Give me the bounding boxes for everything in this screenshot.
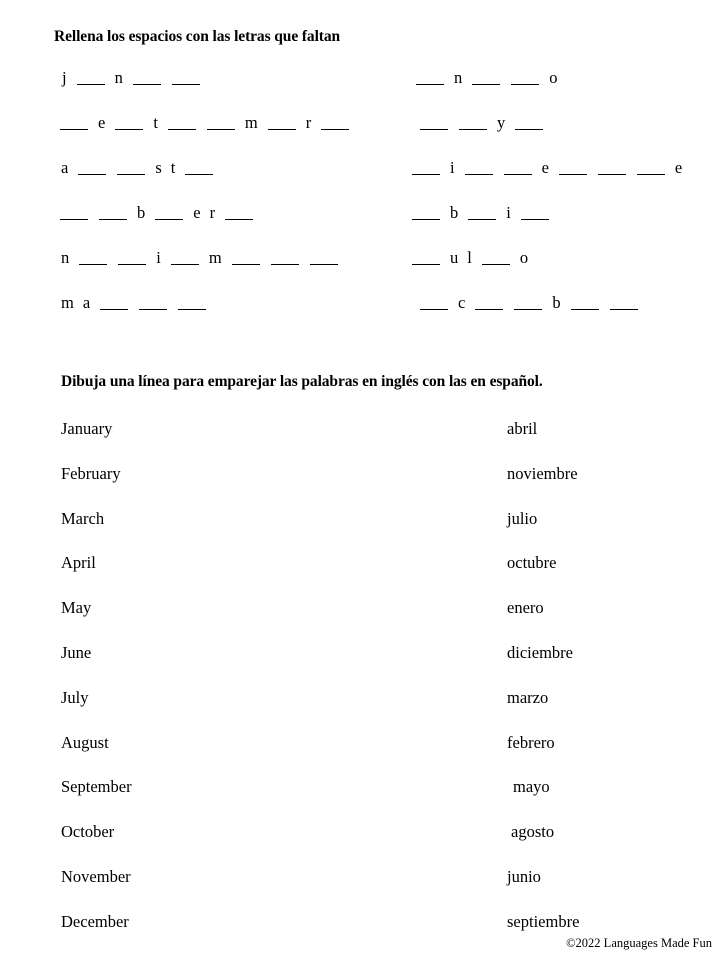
given-letter: i [450, 158, 455, 177]
matching-item-english[interactable]: November [61, 867, 131, 886]
answer-blank[interactable] [412, 264, 440, 265]
answer-blank[interactable] [420, 309, 448, 310]
answer-blank[interactable] [310, 264, 338, 265]
fill-blank-row[interactable] [418, 113, 545, 133]
answer-blank[interactable] [511, 84, 539, 85]
fill-blank-row[interactable] [60, 248, 340, 268]
matching-item-english[interactable]: July [61, 687, 89, 707]
answer-blank[interactable] [118, 264, 146, 265]
answer-blank[interactable] [321, 129, 349, 130]
fill-blank-row[interactable] [60, 158, 215, 178]
matching-item-english[interactable]: December [61, 911, 129, 931]
matching-item-spanish[interactable]: noviembre [507, 463, 578, 483]
given-letter: r [305, 113, 312, 132]
answer-blank[interactable] [133, 84, 161, 85]
given-letter: m [244, 113, 258, 132]
answer-blank[interactable] [610, 309, 638, 310]
matching-item-spanish[interactable]: diciembre [507, 643, 573, 662]
fill-blank-row[interactable] [418, 293, 640, 313]
answer-blank[interactable] [60, 129, 88, 130]
given-letter: n [454, 68, 463, 87]
fill-blank-row[interactable] [410, 158, 683, 178]
answer-blank[interactable] [271, 264, 299, 265]
given-letter: r [209, 203, 216, 222]
given-letter: e [674, 158, 683, 177]
given-letter: c [458, 293, 466, 312]
given-letter: i [156, 248, 161, 267]
answer-blank[interactable] [482, 264, 510, 265]
matching-item-spanish[interactable]: mayo [513, 777, 550, 797]
matching-item-english[interactable]: April [61, 553, 96, 573]
answer-blank[interactable] [79, 264, 107, 265]
given-letter: e [98, 113, 106, 132]
answer-blank[interactable] [77, 84, 105, 85]
copyright-footer: ©2022 Languages Made Fun [566, 936, 712, 950]
answer-blank[interactable] [472, 84, 500, 85]
given-letter: t [170, 158, 176, 177]
matching-item-english[interactable]: May [61, 598, 92, 618]
matching-item-spanish[interactable]: abril [507, 419, 538, 438]
matching-item-english[interactable]: August [61, 732, 109, 752]
matching-item-spanish[interactable]: junio [507, 867, 541, 886]
fill-blank-row[interactable] [61, 68, 202, 88]
fill-blank-row[interactable] [410, 203, 551, 223]
answer-blank[interactable] [225, 219, 253, 220]
answer-blank[interactable] [99, 219, 127, 220]
given-letter: n [61, 248, 70, 267]
matching-item-spanish[interactable]: agosto [511, 822, 555, 842]
given-letter: b [450, 203, 459, 222]
answer-blank[interactable] [468, 219, 496, 220]
matching-heading: Dibuja una línea para emparejar las palabras en inglés con las en español. [61, 373, 543, 390]
matching-item-spanish[interactable]: enero [507, 598, 544, 618]
matching-item-spanish[interactable]: febrero [507, 732, 555, 752]
answer-blank[interactable] [412, 219, 440, 220]
answer-blank[interactable] [268, 129, 296, 130]
answer-blank[interactable] [139, 309, 167, 310]
matching-item-english[interactable]: January [61, 419, 113, 438]
matching-item-spanish[interactable]: octubre [507, 553, 557, 573]
answer-blank[interactable] [459, 129, 487, 130]
given-letter: n [114, 68, 123, 87]
answer-blank[interactable] [514, 309, 542, 310]
matching-item-spanish[interactable]: marzo [507, 687, 549, 707]
given-letter: m [61, 293, 74, 312]
given-letter: i [506, 203, 511, 222]
given-letter: o [519, 248, 529, 267]
fill-blank-row[interactable] [60, 293, 208, 313]
answer-blank[interactable] [416, 84, 444, 85]
answer-blank[interactable] [178, 309, 206, 310]
answer-blank[interactable] [515, 129, 543, 130]
answer-blank[interactable] [465, 174, 493, 175]
matching-item-english[interactable]: October [61, 822, 115, 842]
given-letter: o [549, 68, 558, 87]
matching-item-spanish[interactable]: julio [507, 508, 538, 528]
answer-blank[interactable] [155, 219, 183, 220]
given-letter: a [61, 158, 69, 177]
fill-blank-row[interactable] [58, 203, 255, 223]
given-letter: s [155, 158, 162, 177]
answer-blank[interactable] [185, 174, 213, 175]
matching-item-english[interactable]: September [61, 777, 132, 797]
answer-blank[interactable] [171, 264, 199, 265]
given-letter: u [450, 248, 459, 267]
answer-blank[interactable] [172, 84, 200, 85]
answer-blank[interactable] [637, 174, 665, 175]
matching-item-english[interactable]: February [61, 463, 121, 483]
answer-blank[interactable] [117, 174, 145, 175]
answer-blank[interactable] [571, 309, 599, 310]
fill-blank-row[interactable] [414, 68, 559, 88]
given-letter: y [497, 113, 506, 132]
answer-blank[interactable] [420, 129, 448, 130]
answer-blank[interactable] [100, 309, 128, 310]
answer-blank[interactable] [475, 309, 503, 310]
answer-blank[interactable] [115, 129, 143, 130]
given-letter: e [193, 203, 201, 222]
answer-blank[interactable] [232, 264, 260, 265]
given-letter: t [153, 113, 158, 132]
given-letter: l [467, 248, 472, 267]
given-letter: b [137, 203, 146, 222]
matching-item-english[interactable]: June [61, 643, 92, 662]
given-letter: b [552, 293, 561, 312]
given-letter: a [82, 293, 91, 312]
answer-blank[interactable] [78, 174, 106, 175]
answer-blank[interactable] [521, 219, 549, 220]
fill-blank-row[interactable] [410, 248, 529, 268]
fill-blanks-heading: Rellena los espacios con las letras que faltan [54, 28, 341, 45]
matching-item-english[interactable]: March [61, 508, 105, 528]
answer-blank[interactable] [598, 174, 626, 175]
given-letter: j [62, 68, 67, 87]
given-letter: m [208, 248, 222, 267]
answer-blank[interactable] [60, 219, 88, 220]
answer-blank[interactable] [168, 129, 196, 130]
answer-blank[interactable] [207, 129, 235, 130]
answer-blank[interactable] [504, 174, 532, 175]
answer-blank[interactable] [412, 174, 440, 175]
matching-item-spanish[interactable]: septiembre [507, 911, 580, 931]
given-letter: e [541, 158, 549, 177]
fill-blank-row[interactable] [58, 113, 351, 133]
answer-blank[interactable] [559, 174, 587, 175]
